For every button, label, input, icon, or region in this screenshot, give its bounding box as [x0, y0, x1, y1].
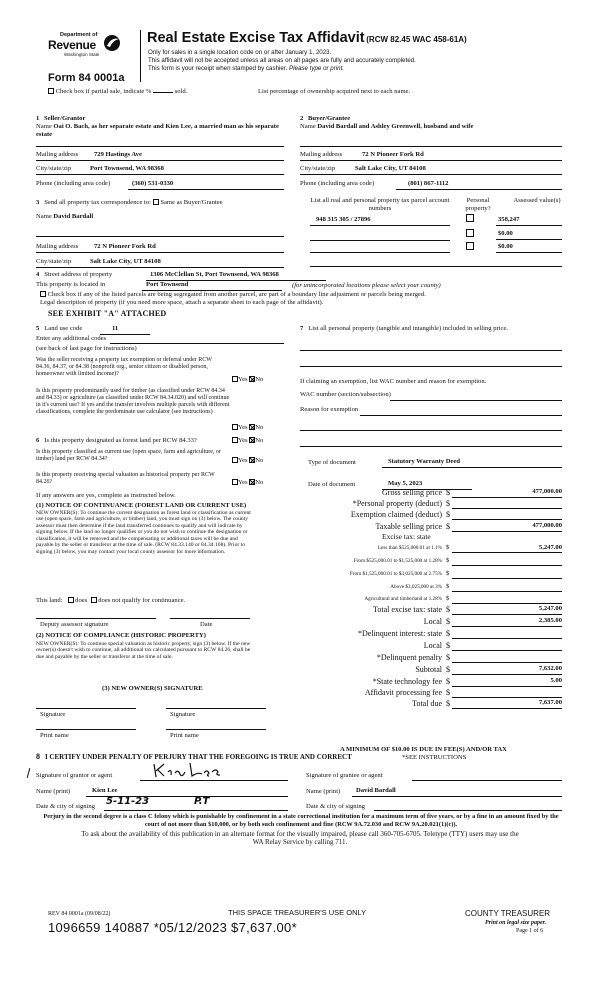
calc-dollar: $ — [446, 522, 450, 531]
calc-dollar: $ — [446, 699, 450, 708]
property-street[interactable]: 1306 McClellan St, Port Townsend, WA 98368 — [150, 271, 279, 278]
header-divider — [140, 30, 141, 82]
notice2-title: (2) NOTICE OF COMPLIANCE (HISTORIC PROPERTY) — [36, 632, 206, 639]
form-title: Real Estate Excise Tax Affidavit (RCW 82.45 WAC 458-61A) — [147, 30, 467, 46]
header-note-1: Only for sales in a single location code on or after January 1, 2023. — [148, 49, 332, 56]
calc-line — [452, 531, 562, 532]
certify-row: 8 I CERTIFY UNDER PENALTY OF PERJURY THAT THE FOREGOING IS TRUE AND CORRECT — [36, 752, 352, 761]
calc-value-bracket1[interactable]: 5,247.00 — [538, 544, 562, 551]
notice2-body: NEW OWNER(S): To continue special valuation as historic property, sign (3) below. If the new owner(s) doesn't wish to continue, all additional tax calculated pursuant to RCW 84.26, shall be due and payable by the seller or transferor at the time of sale. — [36, 641, 251, 660]
historic-question: Is this property receiving special valuation as historical property per RCW 84.26? — [36, 472, 215, 486]
logo-state: Washington State — [64, 52, 100, 57]
seller-city-label: City/state/zip — [36, 165, 72, 172]
calc-label-bracket4: Above $3,025,000 at 3% — [390, 584, 442, 590]
calc-dollar: $ — [446, 510, 450, 519]
calc-label-tech: *State technology fee — [372, 677, 442, 686]
seller-name-field[interactable]: Name Oai O. Bach, as her separate estate and Kien Lee, a married man as his separate estate — [36, 123, 279, 138]
assessed-line-1 — [496, 225, 562, 226]
alternate-format-notice: To ask about the availability of this publication in an alternate format for the visually impaired, please call 360-705-6705. Teletype (TTY) users may use the WA Relay Service by calling 711. — [81, 830, 519, 847]
calc-line — [452, 552, 562, 553]
forest-no-checkbox[interactable] — [249, 437, 255, 443]
land-use-value[interactable]: 11 — [112, 325, 119, 332]
revenue-swoosh-icon — [102, 34, 122, 52]
personal-property-checkbox-2[interactable] — [466, 229, 474, 237]
buyer-mailing-line — [300, 160, 562, 161]
print-name-label-1: Print name — [40, 732, 69, 739]
minimum-fee-note: A MINIMUM OF $10.00 IS DUE IN FEE(S) AND/OR TAX — [340, 746, 507, 753]
calc-dollar: $ — [446, 544, 450, 551]
calc-dollar: $ — [446, 583, 450, 590]
print-name-line-2 — [166, 729, 266, 730]
calc-label-affidavit: Affidavit processing fee — [364, 688, 442, 697]
buyer-city-label: City/state/zip — [300, 165, 336, 172]
calc-value-total-due[interactable]: 7,637.00 — [538, 699, 562, 706]
grantor-name[interactable]: Kien Lee — [92, 787, 118, 794]
calc-label-bracket1: Less than $525,000.01 at 1.1% — [377, 545, 442, 551]
calc-line — [452, 591, 562, 592]
reason-label: Reason for exemption — [300, 406, 359, 413]
notice1-body: NEW OWNER(S): To continue the current designation as forest land or classification as current use (open space, farm and agriculture, or timber) land, you must sign on (3) below. The county assessor must then determine if the land transferred continues to qualify and will indicate by signing below. If the land no longer qualifies or you do not wish to continue the designation or classification, it will be removed and the compensating or additional taxes will be due and payable by the seller or transferor at the time of sale. (RCW 84.33.140 or 84.34.108). Prior to signing (3) below, you may contact your local county assessor for more information. — [36, 510, 251, 555]
current-use-yes-checkbox[interactable] — [232, 457, 238, 463]
doc-type[interactable]: Statutory Warranty Deed — [388, 458, 461, 465]
seller-mailing-label: Mailing address — [36, 151, 79, 158]
new-owner-sig-line-1 — [36, 708, 136, 709]
continuance-row: This land: does does not qualify for continuance. — [36, 597, 186, 604]
section3-city[interactable]: Salt Lake City, UT 84108 — [90, 258, 161, 265]
buyer-name-field[interactable]: Name David Bardall and Ashley Greenwell, husband and wife — [300, 123, 474, 130]
left-margin-mark — [27, 768, 31, 778]
section3-name-line — [36, 236, 284, 237]
calc-label-local2: Local — [423, 641, 442, 650]
calc-dollar: $ — [446, 653, 450, 662]
calc-value-total-state[interactable]: 5,247.00 — [538, 605, 562, 612]
section3-city-line — [36, 267, 284, 268]
grantor-date[interactable]: 5-11-23 — [106, 796, 150, 807]
does-not-qualify-checkbox[interactable] — [91, 597, 97, 603]
calc-value-tech[interactable]: 5.00 — [550, 677, 562, 684]
calc-label-delinq-state: *Delinquent interest: state — [358, 629, 442, 638]
calc-label-bracket2: From $525,000.01 to $1,525,000 at 1.28% — [353, 558, 442, 564]
calc-value-taxable[interactable]: 477,000.00 — [532, 522, 562, 529]
calc-line — [452, 626, 562, 627]
buyer-num: 2 — [300, 115, 304, 122]
parcel-line-2 — [310, 240, 450, 241]
historic-no-checkbox[interactable] — [249, 479, 255, 485]
calc-line — [452, 614, 562, 615]
seller-phone[interactable]: (360) 531-0330 — [132, 180, 174, 187]
parcel-number[interactable]: 948 315 305 / 27896 — [316, 216, 371, 223]
parcel-col-header: List all real and personal property tax parcel account numbers — [310, 197, 450, 212]
grantee-name[interactable]: David Bardall — [356, 787, 396, 794]
doc-date[interactable]: May 5, 2023 — [388, 480, 423, 487]
exemption-claim-label: If claiming an exemption, list WAC number and reason for exemption. — [300, 378, 487, 385]
personal-col-header: Personal property? — [465, 197, 491, 212]
section7-line-1 — [300, 350, 562, 351]
new-owner-signature-title: (3) NEW OWNER(S) SIGNATURE — [102, 685, 203, 692]
calc-dollar: $ — [446, 488, 450, 497]
signature-label-2: Signature — [170, 711, 196, 718]
assessed-value-2[interactable]: $0.00 — [498, 230, 513, 237]
seller-num: 1 — [36, 115, 40, 122]
deputy-sig-line — [36, 618, 156, 619]
legal-paper-note: Print on legal size paper. — [485, 920, 547, 926]
buyer-name-line — [300, 146, 562, 147]
header-note-3: This form is your receipt when stamped by cashier. Please type or print. — [148, 65, 345, 72]
section4-street-row: 4 Street address of property — [36, 271, 113, 278]
calc-line — [452, 708, 562, 709]
exemption-no-checkbox[interactable] — [249, 376, 255, 382]
new-owner-sig-line-2 — [166, 708, 266, 709]
notice1-title: (1) NOTICE OF CONTINUANCE (FOREST LAND OR CURRENT USE) — [36, 502, 247, 509]
deputy-date-label: Date — [200, 621, 213, 628]
calc-label-personal: *Personal property (deduct) — [352, 499, 442, 508]
perjury-notice: Perjury in the second degree is a class C felony which is punishable by confinement in a state correctional institution for a maximum term of five years, or by a fine in an amount fixed by the court of not more than $10,000, or by both such confinement and fine (RCW 9A.72.030 and RCW 9A.20.021(1)(c)). — [43, 813, 559, 828]
calc-line — [452, 650, 562, 651]
header-note-2: This affidavit will not be accepted unless all areas on all pages are fully and accurately completed. — [148, 57, 416, 64]
signature-label-1: Signature — [40, 711, 66, 718]
personal-property-checkbox-3[interactable] — [466, 242, 474, 250]
current-use-question: Is this property classified as current use (open space, farm and agriculture, or timber) land per RCW 84.34? — [36, 449, 221, 463]
seller-name: Oai O. Bach, as her separate estate and Kien Lee, a married man as his separate estate — [36, 123, 279, 138]
located-label: This property is located in — [36, 281, 106, 288]
see-instructions-note: *SEE INSTRUCTIONS — [402, 754, 467, 761]
does-qualify-checkbox[interactable] — [68, 597, 74, 603]
reason-line-1 — [360, 415, 562, 416]
forest-yes-no: Yes No — [232, 437, 263, 445]
form-number: Form 84 0001a — [48, 72, 125, 84]
grantor-name-label: Name (print) — [36, 788, 71, 795]
calc-line — [452, 686, 562, 687]
calc-dollar: $ — [446, 557, 450, 564]
buyer-heading: Buyer/Grantee — [308, 115, 351, 122]
see-back-note: (see back of last page for instructions) — [36, 345, 137, 352]
calc-dollar: $ — [446, 641, 450, 650]
segregate-checkbox[interactable] — [40, 291, 46, 297]
seller-heading: Seller/Grantor — [44, 115, 86, 122]
calc-label-total-state: Total excise tax: state — [373, 605, 442, 614]
calc-value-subtotal[interactable]: 7,632.00 — [538, 665, 562, 672]
land-use-row: 5 Land use code — [36, 325, 83, 332]
county-treasurer-label: COUNTY TREASURER — [465, 909, 551, 918]
calc-dollar: $ — [446, 677, 450, 686]
calc-dollar: $ — [446, 617, 450, 626]
deputy-date-line — [170, 618, 250, 619]
forest-question-row: 6 Is this property designated as forest land per RCW 84.33? — [36, 437, 197, 444]
calc-label-local: Local — [423, 617, 442, 626]
parcel-line-3 — [310, 252, 450, 253]
personal-property-checkbox-1[interactable] — [466, 214, 474, 222]
section3-header: 3 Send all property tax correspondence to: Same as Buyer/Grantee — [36, 199, 223, 206]
located-value[interactable]: Port Townsend — [146, 281, 189, 288]
calc-label-gross: Gross selling price — [382, 488, 442, 497]
grantee-date-label: Date & city of signing — [306, 803, 365, 810]
doc-date-label: Date of document — [308, 481, 356, 488]
legal-description-label: Legal description of property (if you need more space, attach a separate sheet to each page of the affidavit). — [40, 299, 324, 306]
section3-name-field[interactable]: Name David Bardall — [36, 213, 94, 220]
section3-mailing-label: Mailing address — [36, 243, 79, 250]
partial-sale-checkbox[interactable] — [48, 88, 54, 94]
calc-dollar: $ — [446, 688, 450, 697]
buyer-name: David Bardall and Ashley Greenwell, husband and wife — [317, 123, 474, 130]
grantee-signature-line — [412, 780, 562, 781]
calc-dollar: $ — [446, 570, 450, 577]
doc-type-line — [382, 467, 562, 468]
parcel-line-1 — [310, 225, 450, 226]
page-number: Page 1 of 6 — [516, 928, 544, 934]
reason-line-2 — [300, 430, 562, 431]
buyer-city[interactable]: Salt Lake City, UT 84108 — [355, 165, 426, 172]
logo-revenue: Revenue — [48, 38, 96, 52]
grantor-date-line — [104, 810, 288, 811]
seller-city[interactable]: Port Townsend, WA 98368 — [90, 165, 164, 172]
deputy-signature-label: Deputy assessor signature — [40, 621, 109, 628]
seller-mailing-line — [36, 160, 284, 161]
exhibit-text: SEE EXHIBIT "A" ATTACHED — [48, 309, 167, 318]
additional-codes-line — [110, 343, 284, 344]
buyer-phone-label: Phone (including area code) — [300, 180, 375, 187]
calc-line — [452, 508, 562, 509]
calc-dollar: $ — [446, 605, 450, 614]
calc-line — [452, 697, 562, 698]
calc-line — [452, 603, 562, 604]
buyer-mailing-label: Mailing address — [300, 151, 343, 158]
buyer-phone[interactable]: (801) 867-1112 — [408, 180, 449, 187]
grantor-date-label: Date & city of signing — [36, 803, 95, 810]
exemption-yes-no: Yes No — [232, 376, 263, 384]
calc-dollar: $ — [446, 595, 450, 602]
calc-line — [452, 578, 562, 579]
partial-sale-row: Check box if partial sale, indicate % sold. — [48, 88, 187, 96]
ownership-note: List percentage of ownership acquired next to each name. — [258, 88, 411, 95]
doc-type-label: Type of document — [308, 459, 356, 466]
form-revision: REV 84 0001a (09/08/22) — [48, 911, 111, 917]
additional-codes-label: Enter any additional codes — [36, 335, 107, 342]
timber-yes-checkbox[interactable] — [232, 424, 238, 430]
grantor-signature-line — [140, 780, 288, 781]
segregate-row: Check box if any of the listed parcels are being segregated from another parcel, are part of a boundary line adjustment or parcels being merged. — [40, 291, 426, 299]
grantor-city[interactable]: P.T — [194, 796, 210, 807]
grantee-date-line — [374, 810, 562, 811]
calc-line — [452, 497, 562, 498]
grantor-signature-image[interactable] — [150, 760, 230, 780]
assessed-line-2 — [496, 239, 562, 240]
section3-city-label: City/state/zip — [36, 258, 72, 265]
timber-no-checkbox[interactable] — [249, 424, 255, 430]
calc-label-exemption: Exemption claimed (deduct) — [350, 510, 442, 519]
land-use-line — [100, 334, 150, 335]
grantee-name-line — [352, 796, 562, 797]
exemption-yes-checkbox[interactable] — [232, 376, 238, 382]
print-name-label-2: Print name — [170, 732, 199, 739]
grantee-name-label: Name (print) — [306, 788, 341, 795]
dor-logo — [48, 32, 128, 66]
calc-value-gross[interactable]: 477,000.00 — [532, 488, 562, 495]
wac-label: WAC number (section/subsection) — [300, 391, 391, 398]
calc-line — [452, 638, 562, 639]
calc-value-local[interactable]: 2,385.00 — [538, 617, 562, 624]
calc-dollar: $ — [446, 499, 450, 508]
buyer-city-line — [300, 174, 562, 175]
section7-header: 7 List all personal property (tangible and intangible) included in selling price. — [300, 325, 509, 332]
calc-excise-label: Excise tax: state — [382, 532, 431, 541]
historic-yes-no: Yes No — [232, 479, 263, 487]
calc-label-delinq-pen: *Delinquent penalty — [376, 653, 442, 662]
historic-yes-checkbox[interactable] — [232, 479, 238, 485]
seller-name-line — [36, 146, 284, 147]
seller-phone-label: Phone (including area code) — [36, 180, 111, 187]
current-use-yes-no: Yes No — [232, 457, 263, 465]
calc-line — [452, 662, 562, 663]
calc-label-taxable: Taxable selling price — [375, 522, 442, 531]
same-as-buyer-checkbox[interactable] — [153, 199, 159, 205]
assessed-col-header: Assessed value(s) — [513, 197, 561, 204]
logo-dept-line: Department of — [60, 32, 98, 38]
treasurer-use-label: THIS SPACE TREASURER'S USE ONLY — [228, 908, 367, 917]
seller-phone-line — [128, 189, 284, 190]
grantee-signature-label: Signature of grantee or agent — [306, 772, 383, 779]
section3-mailing[interactable]: 72 N Pioneer Fork Rd — [94, 243, 156, 250]
calc-line — [452, 565, 562, 566]
exemption-question: Was the seller receiving a property tax exemption or deferral under RCW 84.36, 84.37, or 84.38 (nonprofit org., senior citizen or disabled person, homeowner with limited income)? — [36, 357, 212, 378]
section7-line-2 — [300, 366, 562, 367]
assessed-value-3[interactable]: $0.00 — [498, 243, 513, 250]
calc-dollar: $ — [446, 629, 450, 638]
print-name-line-1 — [36, 729, 136, 730]
buyer-mailing[interactable]: 72 N Pioneer Fork Rd — [362, 151, 424, 158]
if-any-yes: If any answers are yes, complete as instructed below. — [36, 492, 176, 499]
buyer-phone-line — [396, 189, 562, 190]
current-use-no-checkbox[interactable] — [249, 457, 255, 463]
calc-dollar: $ — [446, 665, 450, 674]
grantor-signature-label: Signature of grantor or agent — [36, 772, 113, 779]
assessed-line-3 — [496, 252, 562, 253]
assessed-value-1[interactable]: 358,247 — [498, 216, 520, 223]
section3-mailing-line — [36, 252, 284, 253]
calc-label-bracket5: Agricultural and timberland at 1.28% — [364, 596, 442, 602]
calc-line — [452, 519, 562, 520]
seller-mailing[interactable]: 729 Hastings Ave — [94, 151, 142, 158]
calc-line — [452, 674, 562, 675]
timber-yes-no: Yes No — [232, 424, 263, 432]
located-note: (for unincorporated locations please select your county) — [292, 282, 441, 289]
treasurer-stamp: 1096659 140887 *05/12/2023 $7,637.00* — [48, 920, 297, 935]
parcel-line-4 — [310, 266, 562, 267]
calc-label-total-due: Total due — [412, 699, 442, 708]
forest-yes-checkbox[interactable] — [232, 437, 238, 443]
timber-question: Is this property predominantly used for timber (as classified under RCW 84.34 and 84.33) or agriculture (as classified under RCW 84.34.020) and will continue in it's current use? If yes and the transfer involves multiple parcels with different classifications, complete the predominate use calculator (see instructions) — [36, 388, 230, 416]
reason-line-3 — [300, 446, 562, 447]
calc-label-subtotal: Subtotal — [415, 665, 442, 674]
wac-line — [390, 400, 562, 401]
seller-city-line — [36, 174, 284, 175]
calc-label-bracket3: From $1,525,000.01 to $3,025,000 at 2.75% — [349, 571, 442, 577]
